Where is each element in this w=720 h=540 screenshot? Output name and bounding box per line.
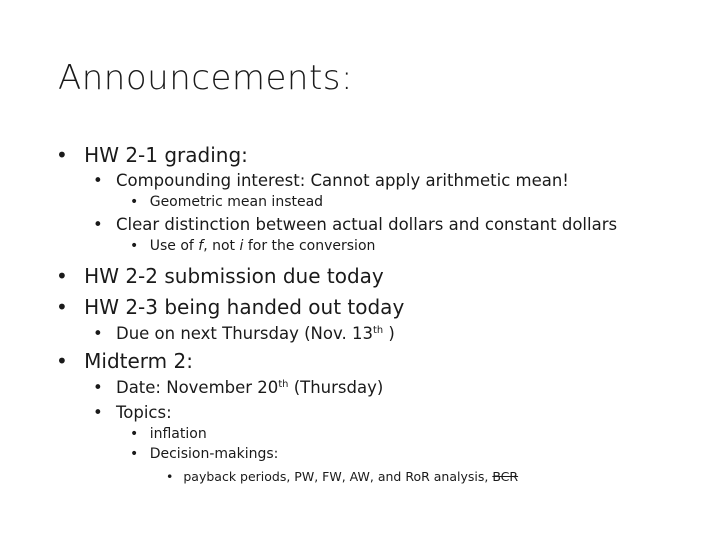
hw23-heading: HW 2-3 being handed out today xyxy=(84,295,405,319)
bullet-date xyxy=(93,378,383,397)
bcr-struck-text: BCR xyxy=(492,469,519,484)
date-prefix: Date: November 20 xyxy=(115,378,279,397)
bullet-geometric xyxy=(130,194,323,210)
due-sup: th xyxy=(372,325,384,337)
topics-text: Topics: xyxy=(115,403,172,422)
bullet-glyph: • xyxy=(130,426,139,442)
bullet-topics xyxy=(93,403,172,422)
bullet-compounding xyxy=(93,171,569,190)
bullet-inflation xyxy=(130,426,207,442)
bullet-analysis xyxy=(166,469,518,484)
hw21-heading: HW 2-1 grading: xyxy=(84,143,248,167)
decisions-text: Decision-makings: xyxy=(149,446,279,462)
bullet-hw23 xyxy=(56,295,404,319)
bullet-glyph: • xyxy=(93,171,103,190)
bullet-glyph: • xyxy=(93,324,103,343)
var-f: f xyxy=(198,238,204,254)
bullet-glyph: • xyxy=(56,264,68,288)
compounding-text: Compounding interest: Cannot apply arithmetic mean! xyxy=(115,171,569,190)
bullet-decisions xyxy=(130,446,278,462)
bullet-glyph: • xyxy=(93,378,103,397)
due-suffix: ) xyxy=(383,324,395,343)
slide-title: Announcements: xyxy=(58,58,353,98)
bullet-hw21 xyxy=(56,143,248,167)
bullet-glyph: • xyxy=(93,403,103,422)
bullet-glyph: • xyxy=(130,446,139,462)
midterm-heading: Midterm 2: xyxy=(84,349,193,373)
bullet-hw22 xyxy=(56,264,384,288)
bullet-due xyxy=(93,324,395,343)
due-prefix: Due on next Thursday (Nov. 13 xyxy=(115,324,373,343)
inflation-text: inflation xyxy=(149,426,207,442)
date-sup: th xyxy=(278,379,289,391)
bullet-glyph: • xyxy=(166,469,174,484)
geometric-text: Geometric mean instead xyxy=(149,194,324,210)
hw22-heading: HW 2-2 submission due today xyxy=(84,264,384,288)
date-suffix: (Thursday) xyxy=(288,378,384,397)
not-text: , not xyxy=(203,238,240,254)
distinction-text: Clear distinction between actual dollars and constant dollars xyxy=(115,215,618,234)
use-of-prefix: Use of xyxy=(149,238,199,254)
bullet-distinction xyxy=(93,215,617,234)
var-i: i xyxy=(239,238,244,254)
bullet-glyph: • xyxy=(130,194,139,210)
bullet-glyph: • xyxy=(56,143,68,167)
bullet-glyph: • xyxy=(130,238,139,254)
conversion-text: for the conversion xyxy=(243,238,376,254)
analysis-text: payback periods, PW, FW, AW, and RoR analysis, xyxy=(183,469,493,484)
bullet-glyph: • xyxy=(56,295,68,319)
bullet-use-of-f xyxy=(130,238,375,254)
bullet-midterm xyxy=(56,349,193,373)
bullet-glyph: • xyxy=(56,349,68,373)
bullet-glyph: • xyxy=(93,215,103,234)
